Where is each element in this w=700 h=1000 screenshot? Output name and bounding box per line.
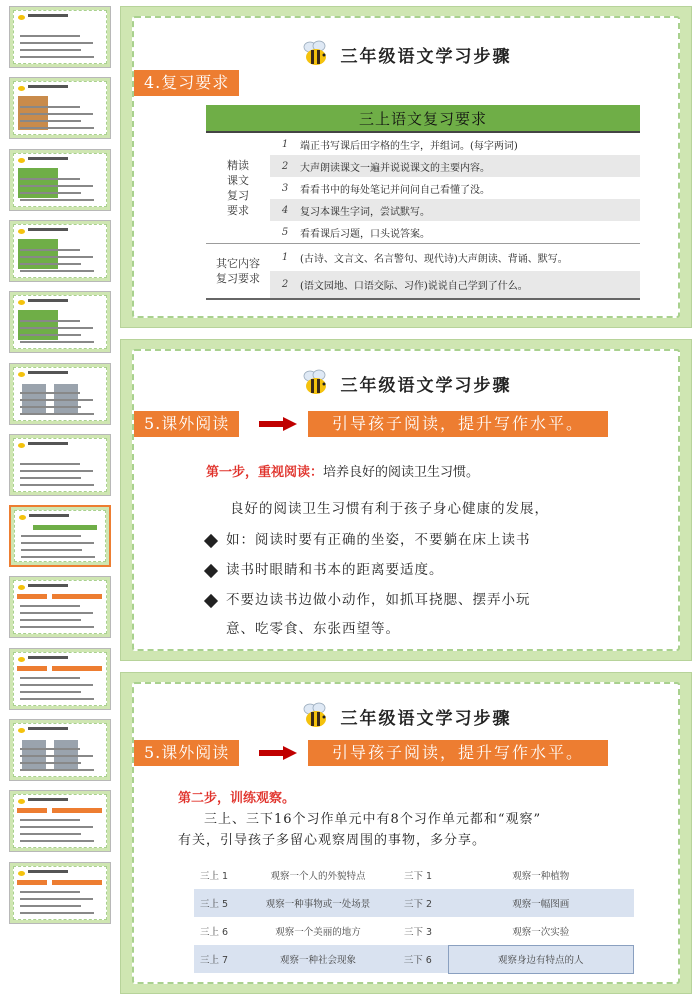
topic-cell: 观察身边有特点的人 bbox=[448, 945, 634, 973]
subtitle-bar: 引导孩子阅读，提升写作水平。 bbox=[308, 411, 608, 437]
slide-thumbnail[interactable] bbox=[9, 576, 111, 638]
bee-icon bbox=[19, 515, 26, 520]
row-text: 复习本课生字词，尝试默写。 bbox=[300, 206, 430, 218]
unit-cell: 三上 5 bbox=[194, 889, 248, 917]
diamond-bullet-icon bbox=[204, 563, 218, 577]
bee-icon bbox=[18, 443, 25, 448]
slide-inner-frame bbox=[132, 16, 680, 318]
slide-thumbnail[interactable] bbox=[9, 149, 111, 211]
requirement-row bbox=[270, 244, 640, 271]
diamond-bullet-icon bbox=[204, 533, 218, 547]
table-title: 三上语文复习要求 bbox=[206, 105, 640, 133]
unit-cell: 三下 6 bbox=[388, 945, 448, 973]
slide-thumbnail[interactable] bbox=[9, 648, 111, 710]
bullet-continuation: 意、吃零食、东张西望等。 bbox=[226, 621, 400, 637]
row-text: 端正书写课后田字格的生字，并组词。(每字两词) bbox=[300, 140, 518, 152]
paragraph: 有关，引导孩子多留心观察周围的事物，多分享。 bbox=[178, 833, 487, 848]
bullet-item: 如：阅读时要有正确的坐姿，不要躺在床上读书 bbox=[206, 528, 531, 548]
bee-icon bbox=[18, 799, 25, 804]
group-rows bbox=[270, 133, 640, 243]
row-text: 看看书中的每处笔记并问问自己看懂了没。 bbox=[300, 184, 490, 196]
slide-header bbox=[134, 702, 678, 732]
paragraph: 三上、三下16个习作单元中有8个习作单元都和“观察” bbox=[204, 812, 542, 827]
bee-icon bbox=[301, 40, 331, 68]
unit-cell: 三下 3 bbox=[403, 927, 433, 938]
topic-cell: 观察一种植物 bbox=[512, 871, 570, 882]
other-content-group bbox=[206, 244, 640, 300]
row-text: 大声朗读课文一遍并说说课文的主要内容。 bbox=[300, 162, 490, 174]
bee-icon bbox=[18, 300, 25, 305]
bee-icon bbox=[301, 702, 331, 730]
slide-thumbnail[interactable] bbox=[9, 862, 111, 924]
requirement-row bbox=[270, 177, 640, 199]
topic-cell: 观察一个人的外貌特点 bbox=[270, 871, 366, 882]
row-number: 5 bbox=[281, 226, 289, 238]
row-number: 4 bbox=[281, 204, 289, 216]
unit-cell: 三上 6 bbox=[200, 927, 229, 938]
section-tag: 4.复习要求 bbox=[134, 70, 239, 96]
group-label: 精读 课文 复习 要求 bbox=[227, 159, 249, 217]
topic-cell: 观察一幅图画 bbox=[448, 889, 634, 917]
bee-icon bbox=[301, 702, 331, 730]
table-row bbox=[194, 945, 634, 973]
group-rows bbox=[270, 244, 640, 298]
bee-icon bbox=[18, 15, 25, 20]
row-text: (古诗、文言文、名言警句、现代诗)大声朗读、背诵、默写。 bbox=[300, 254, 568, 265]
bee-icon bbox=[18, 728, 25, 733]
topic-cell: 观察一种事物或一处场景 bbox=[248, 889, 388, 917]
bee-icon bbox=[301, 40, 331, 68]
slide-thumbnail[interactable] bbox=[9, 434, 111, 496]
requirement-row bbox=[270, 199, 640, 221]
bullet-item: 不要边读书边做小动作，如抓耳挠腮、摆弄小玩 bbox=[206, 588, 531, 608]
table-row bbox=[194, 861, 634, 889]
slide-thumbnail[interactable] bbox=[9, 790, 111, 852]
section-tag: 5.课外阅读 bbox=[134, 411, 239, 437]
row-number: 2 bbox=[281, 279, 289, 290]
bee-icon bbox=[301, 369, 331, 397]
observation-units-table bbox=[194, 861, 634, 974]
slide-thumbnail[interactable] bbox=[9, 363, 111, 425]
requirement-row bbox=[270, 155, 640, 177]
bee-icon bbox=[18, 86, 25, 91]
row-number: 3 bbox=[281, 182, 289, 194]
bee-icon bbox=[18, 657, 25, 662]
row-number: 1 bbox=[281, 252, 289, 263]
slide-thumbnail[interactable] bbox=[9, 291, 111, 353]
slide-reading-step-one[interactable] bbox=[120, 339, 692, 661]
table-row bbox=[194, 917, 634, 945]
topic-cell: 观察一个美丽的地方 bbox=[275, 927, 361, 938]
bee-icon bbox=[18, 158, 25, 163]
right-arrow-icon bbox=[259, 746, 297, 760]
slide-thumbnail[interactable] bbox=[9, 6, 111, 68]
step-heading: 第一步，重视阅读：培养良好的阅读卫生习惯。 bbox=[206, 465, 480, 480]
slide-reading-step-two[interactable] bbox=[120, 672, 692, 994]
paragraph: 良好的阅读卫生习惯有利于孩子身心健康的发展， bbox=[230, 501, 549, 517]
slide-inner-frame bbox=[132, 682, 680, 984]
requirement-row bbox=[270, 133, 640, 155]
requirement-row bbox=[270, 221, 640, 243]
slide-title: 三年级语文学习步骤 bbox=[340, 375, 512, 396]
review-requirements-table bbox=[206, 105, 640, 300]
requirement-row bbox=[270, 271, 640, 298]
slide-thumbnail[interactable] bbox=[9, 220, 111, 282]
row-text: 看看课后习题，口头说答案。 bbox=[300, 228, 430, 240]
row-number: 2 bbox=[281, 160, 289, 172]
slide-title: 三年级语文学习步骤 bbox=[340, 708, 512, 729]
topic-cell: 观察一种社会现象 bbox=[248, 945, 388, 973]
slide-thumbnail[interactable] bbox=[9, 719, 111, 781]
section-tag: 5.课外阅读 bbox=[134, 740, 239, 766]
diamond-bullet-icon bbox=[204, 593, 218, 607]
group-label: 其它内容 复习要求 bbox=[216, 257, 260, 285]
bee-icon bbox=[18, 372, 25, 377]
slide-thumbnail[interactable] bbox=[9, 77, 111, 139]
intensive-reading-group bbox=[206, 133, 640, 244]
slide-thumbnail[interactable] bbox=[9, 505, 111, 567]
slide-header bbox=[134, 40, 678, 70]
row-text: (语文园地、口语交际、习作)说说自己学到了什么。 bbox=[300, 281, 528, 292]
bee-icon bbox=[18, 871, 25, 876]
slide-review-requirements[interactable] bbox=[120, 6, 692, 328]
unit-cell: 三上 1 bbox=[200, 871, 229, 882]
slide-header bbox=[134, 369, 678, 399]
subtitle-bar: 引导孩子阅读，提升写作水平。 bbox=[308, 740, 608, 766]
bee-icon bbox=[301, 369, 331, 397]
row-number: 1 bbox=[281, 138, 289, 150]
slide-thumbnail-rail bbox=[0, 0, 120, 1000]
bee-icon bbox=[18, 585, 25, 590]
unit-cell: 三上 7 bbox=[194, 945, 248, 973]
right-arrow-icon bbox=[259, 417, 297, 431]
bee-icon bbox=[18, 229, 25, 234]
bullet-item: 读书时眼睛和书本的距离要适度。 bbox=[206, 558, 444, 578]
slide-title: 三年级语文学习步骤 bbox=[340, 46, 512, 67]
unit-cell: 三下 2 bbox=[388, 889, 448, 917]
step-heading: 第二步，训练观察。 bbox=[178, 791, 296, 806]
topic-cell: 观察一次实验 bbox=[512, 926, 570, 938]
slide-inner-frame bbox=[132, 349, 680, 651]
unit-cell: 三下 1 bbox=[403, 871, 433, 882]
table-row bbox=[194, 889, 634, 917]
